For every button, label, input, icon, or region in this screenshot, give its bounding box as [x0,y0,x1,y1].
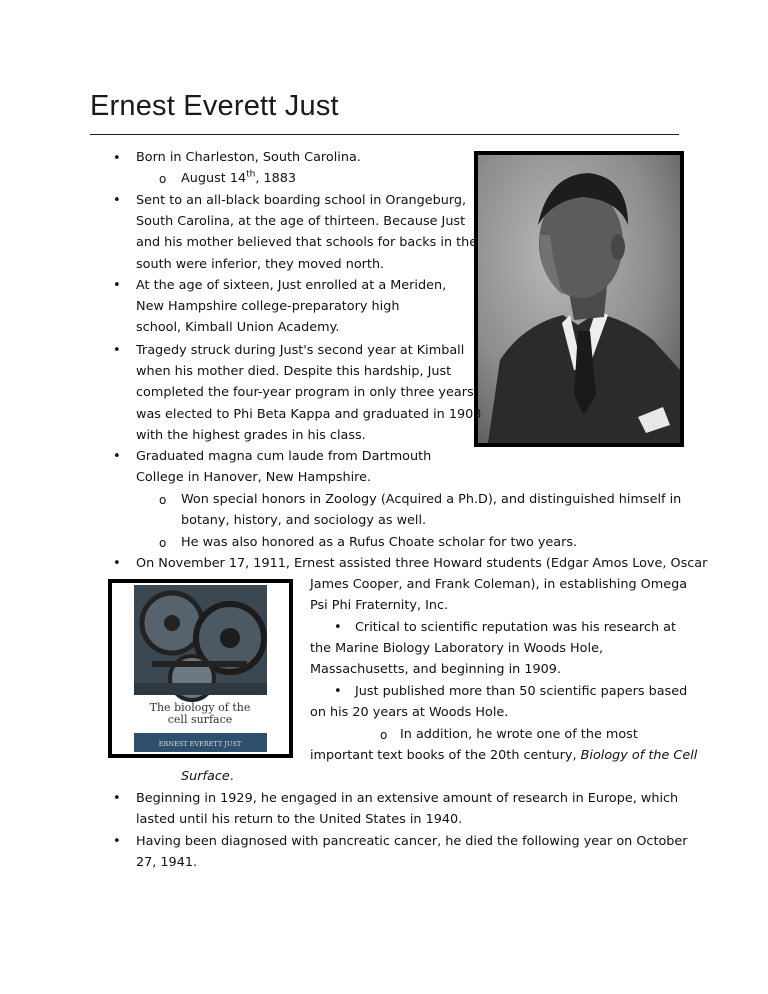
bullet-icon: • [334,620,342,635]
bullet-text: Beginning in 1929, he engaged in an extensive amount of research in Europe, which lasted until his return to the United States in 1940. [136,791,679,828]
bullet-icon: • [113,151,121,166]
book-title-line2: cell surface [167,713,233,726]
title-underline [90,134,679,135]
bullet-text: Graduated magna cum laude from Dartmouth College in Hanover, New Hampshire. [136,449,432,486]
sub-bullet-text: Won special honors in Zoology (Acquired a Ph.D), and distinguished himself in botany, history, and sociology as well. [181,492,682,529]
book-cover-image [108,579,293,758]
portrait-illustration [478,155,680,443]
bullet-icon: • [113,556,121,571]
sub-bullet-text: In addition, he wrote one of the most [400,727,638,742]
page-title: Ernest Everett Just [90,90,339,122]
bullet-text: Born in Charleston, South Carolina. [136,150,361,165]
book-cover-illustration [112,583,289,754]
sub-bullet-icon: o [159,536,167,550]
bullet-text-continued: James Cooper, and Frank Coleman), in establishing Omega Psi Phi Fraternity, Inc. [310,577,688,614]
bullet-icon: • [113,193,121,208]
portrait-photo [474,151,684,447]
bullet-text: On November 17, 1911, Ernest assisted three Howard students (Edgar Amos Love, Oscar [136,556,708,571]
bullet-text-continued: the Marine Biology Laboratory in Woods Hole, Massachusetts, and beginning in 1909. [310,641,604,678]
bullet-text: Tragedy struck during Just's second year at Kimball when his mother died. Despite this hardship, Just completed the four-year program in only three years was elected to Phi Beta Kappa and graduated in 1903 with the highest grades in his class. [136,343,482,443]
book-title-line1: The biology of the [149,701,251,714]
bullet-icon: • [113,791,121,806]
book-author: ERNEST EVERETT JUST [158,740,242,748]
sub-bullet-icon: o [159,493,167,507]
sub-bullet-text-continued: Surface. [181,769,234,784]
bullet-text: Just published more than 50 scientific papers based [355,684,688,699]
bullet-text-continued: on his 20 years at Woods Hole. [310,705,509,720]
bullet-icon: • [113,449,121,464]
bullet-icon: • [113,278,121,293]
sub-bullet-icon: o [380,728,388,742]
bullet-text: Critical to scientific reputation was his research at [355,620,676,635]
sub-bullet-text-birthdate: August 14th, 1883 [181,169,297,186]
bullet-icon: • [334,684,342,699]
bullet-text: Having been diagnosed with pancreatic cancer, he died the following year on October 27, 1941. [136,834,688,871]
sub-bullet-text: He was also honored as a Rufus Choate scholar for two years. [181,535,578,550]
bullet-icon: • [113,343,121,358]
bullet-text: Sent to an all-black boarding school in Orangeburg, South Carolina, at the age of thirteen. Because Just and his mother believed that schools for backs in the south were inferior, they moved north. [136,193,478,272]
bullet-icon: • [113,834,121,849]
sub-bullet-text-continued: important text books of the 20th century, Biology of the Cell [310,748,698,763]
bullet-text: At the age of sixteen, Just enrolled at a Meriden, New Hampshire college-preparatory high school, Kimball Union Academy. [136,278,447,336]
sub-bullet-icon: o [159,172,167,186]
